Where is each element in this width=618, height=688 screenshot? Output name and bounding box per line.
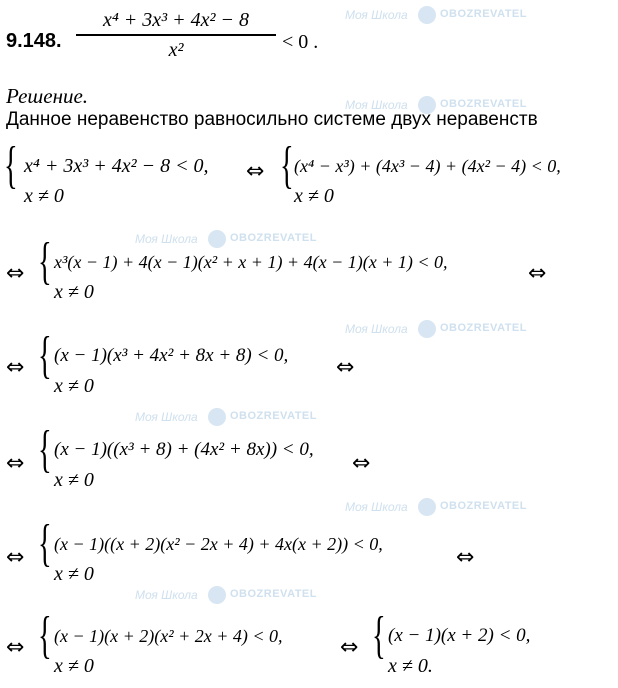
brace: { bbox=[38, 421, 52, 478]
watermark-site: OBOZREVATEL bbox=[440, 322, 527, 334]
system-step-4 bbox=[38, 327, 338, 402]
equivalence-arrow: ⇔ bbox=[6, 635, 25, 660]
intro-text: Данное неравенство равносильно системе двух неравенств bbox=[6, 109, 538, 130]
watermark-site: OBOZREVATEL bbox=[440, 500, 527, 512]
brace: { bbox=[4, 137, 18, 194]
system-line: x⁴ + 3x³ + 4x² − 8 < 0, bbox=[24, 155, 209, 177]
watermark-logo-icon bbox=[418, 320, 436, 338]
system-line: x ≠ 0 bbox=[54, 375, 94, 397]
problem-denominator: x² bbox=[168, 39, 184, 61]
watermark-logo-icon bbox=[418, 498, 436, 516]
brace: { bbox=[38, 515, 52, 572]
system-step-7 bbox=[38, 607, 338, 682]
problem-number: 9.148. bbox=[6, 30, 62, 52]
system-line: x ≠ 0 bbox=[294, 185, 334, 207]
equivalence-arrow: ⇔ bbox=[528, 261, 547, 286]
system-line: x ≠ 0 bbox=[54, 469, 94, 491]
equivalence-arrow: ⇔ bbox=[336, 355, 355, 380]
system-line: x ≠ 0 bbox=[54, 655, 94, 677]
system-line: x ≠ 0. bbox=[388, 655, 433, 677]
watermark-brand: Моя Школа bbox=[345, 500, 408, 514]
equivalence-arrow: ⇔ bbox=[6, 261, 25, 286]
system-line: (x − 1)((x + 2)(x² − 2x + 4) + 4x(x + 2)) < 0, bbox=[54, 534, 383, 554]
watermark-logo-icon bbox=[418, 6, 436, 24]
system-step-1 bbox=[4, 137, 240, 212]
system-line: (x − 1)(x + 2)(x² + 2x + 4) < 0, bbox=[54, 626, 283, 646]
watermark-brand: Моя Школа bbox=[345, 98, 408, 112]
brace: { bbox=[38, 233, 52, 290]
system-line: x ≠ 0 bbox=[24, 185, 64, 207]
system-line: x ≠ 0 bbox=[54, 281, 94, 303]
system-step-6 bbox=[38, 515, 454, 590]
watermark-brand: Моя Школа bbox=[135, 410, 198, 424]
watermark-brand: Моя Школа bbox=[135, 588, 198, 602]
watermark-site: OBOZREVATEL bbox=[440, 8, 527, 20]
equivalence-arrow: ⇔ bbox=[456, 545, 475, 570]
problem-numerator: x⁴ + 3x³ + 4x² − 8 bbox=[102, 9, 250, 31]
equivalence-arrow: ⇔ bbox=[6, 545, 25, 570]
system-line: x³(x − 1) + 4(x − 1)(x² + x + 1) + 4(x − 1)(x + 1) < 0, bbox=[54, 252, 448, 272]
system-line: (x − 1)((x³ + 8) + (4x² + 8x)) < 0, bbox=[54, 439, 314, 460]
brace: { bbox=[38, 607, 52, 664]
watermark-brand: Моя Школа bbox=[135, 232, 198, 246]
brace: { bbox=[38, 327, 52, 384]
equivalence-arrow: ⇔ bbox=[6, 451, 25, 476]
fraction-bar bbox=[76, 34, 276, 36]
system-line: (x − 1)(x + 2) < 0, bbox=[388, 625, 531, 646]
brace: { bbox=[280, 137, 294, 194]
watermark-brand: Моя Школа bbox=[345, 322, 408, 336]
system-line: (x⁴ − x³) + (4x³ − 4) + (4x² − 4) < 0, bbox=[294, 156, 561, 176]
system-step-5 bbox=[38, 421, 350, 496]
system-line: x ≠ 0 bbox=[54, 563, 94, 585]
equivalence-arrow: ⇔ bbox=[340, 635, 359, 660]
problem-fraction bbox=[76, 8, 276, 62]
brace: { bbox=[372, 607, 386, 664]
equivalence-arrow: ⇔ bbox=[6, 355, 25, 380]
system-step-8 bbox=[372, 607, 572, 682]
equivalence-arrow: ⇔ bbox=[246, 159, 265, 184]
system-step-2 bbox=[280, 137, 616, 212]
system-line: (x − 1)(x³ + 4x² + 8x + 8) < 0, bbox=[54, 345, 289, 366]
equivalence-arrow: ⇔ bbox=[352, 451, 371, 476]
solution-label: Решение. bbox=[6, 84, 89, 108]
watermark-brand: Моя Школа bbox=[345, 8, 408, 22]
watermark-site: OBOZREVATEL bbox=[230, 410, 317, 422]
watermark-site: OBOZREVATEL bbox=[440, 98, 527, 110]
watermark-site: OBOZREVATEL bbox=[230, 588, 317, 600]
watermark-site: OBOZREVATEL bbox=[230, 232, 317, 244]
problem-relation: < 0 . bbox=[282, 31, 319, 53]
system-step-3 bbox=[38, 233, 518, 308]
